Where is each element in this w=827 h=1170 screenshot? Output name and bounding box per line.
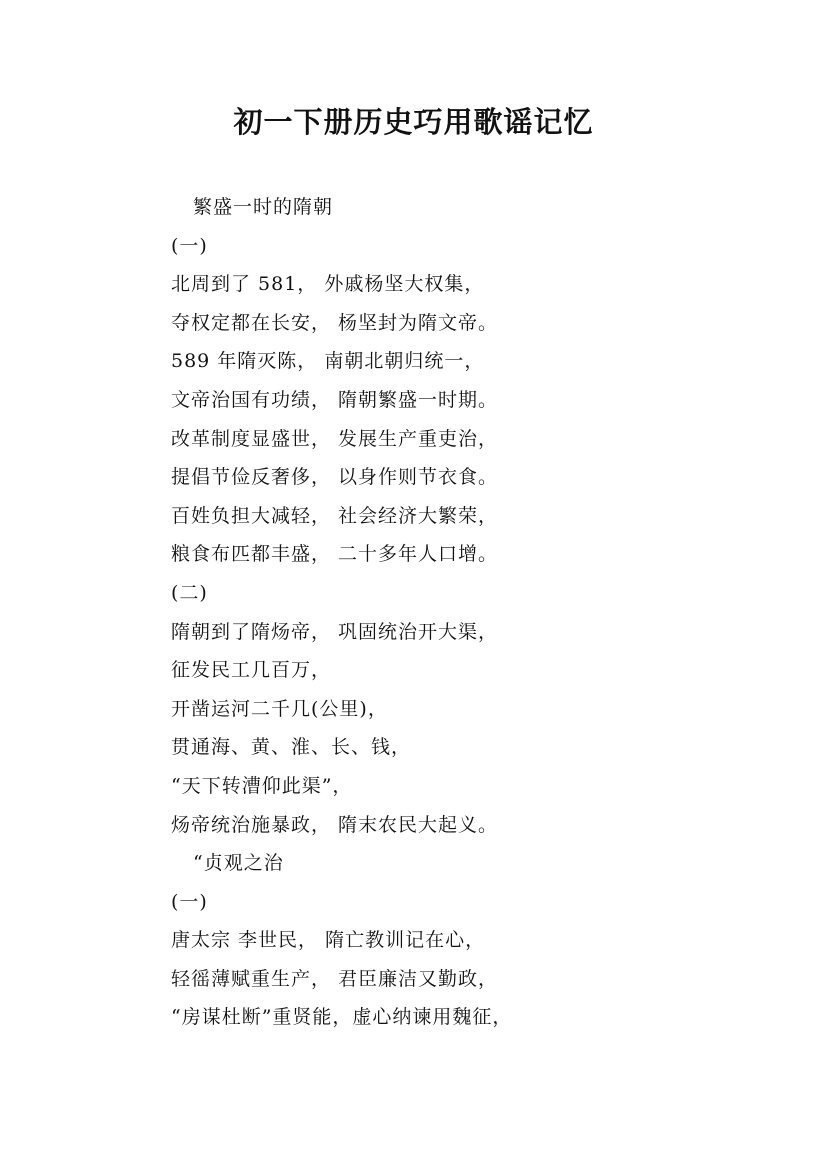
text-line: 文帝治国有功绩， 隋朝繁盛一时期。	[171, 388, 499, 411]
text-line: (二)	[171, 581, 208, 604]
text-line: “天下转漕仰此渠”，	[171, 774, 353, 797]
text-line: 百姓负担大减轻， 社会经济大繁荣，	[171, 504, 499, 527]
text-line: 589 年隋灭陈， 南朝北朝归统一，	[171, 350, 485, 373]
text-line: 提倡节俭反奢侈， 以身作则节衣食。	[171, 466, 499, 489]
document-body	[171, 188, 771, 1037]
text-line: 炀帝统治施暴政， 隋末农民大起义。	[171, 813, 499, 836]
text-line: 贯通海、黄、淮、长、钱，	[171, 736, 412, 759]
text-line: 粮食布匹都丰盛， 二十多年人口增。	[171, 543, 499, 566]
text-line: 轻徭薄赋重生产， 君臣廉洁又勤政，	[171, 967, 499, 990]
section-heading: “贞观之治	[193, 852, 284, 875]
text-line: 开凿运河二千几(公里)，	[171, 697, 388, 720]
text-line: (一)	[171, 234, 208, 257]
text-line: (一)	[171, 890, 208, 913]
text-line: 北周到了 581， 外戚杨坚大权集，	[171, 273, 485, 296]
text-line: 征发民工几百万，	[171, 659, 332, 682]
text-line: 夺权定都在长安， 杨坚封为隋文帝。	[171, 311, 499, 334]
text-line: 改革制度显盛世， 发展生产重吏治，	[171, 427, 499, 450]
text-line: 隋朝到了隋炀帝， 巩固统治开大渠，	[171, 620, 499, 643]
document-title: 初一下册历史巧用歌谣记忆	[233, 105, 594, 139]
text-line: 唐太宗 李世民， 隋亡教训记在心，	[171, 929, 486, 952]
section-heading: 繁盛一时的隋朝	[193, 196, 334, 218]
text-line: “房谋杜断”重贤能，虚心纳谏用魏征，	[171, 1006, 513, 1029]
